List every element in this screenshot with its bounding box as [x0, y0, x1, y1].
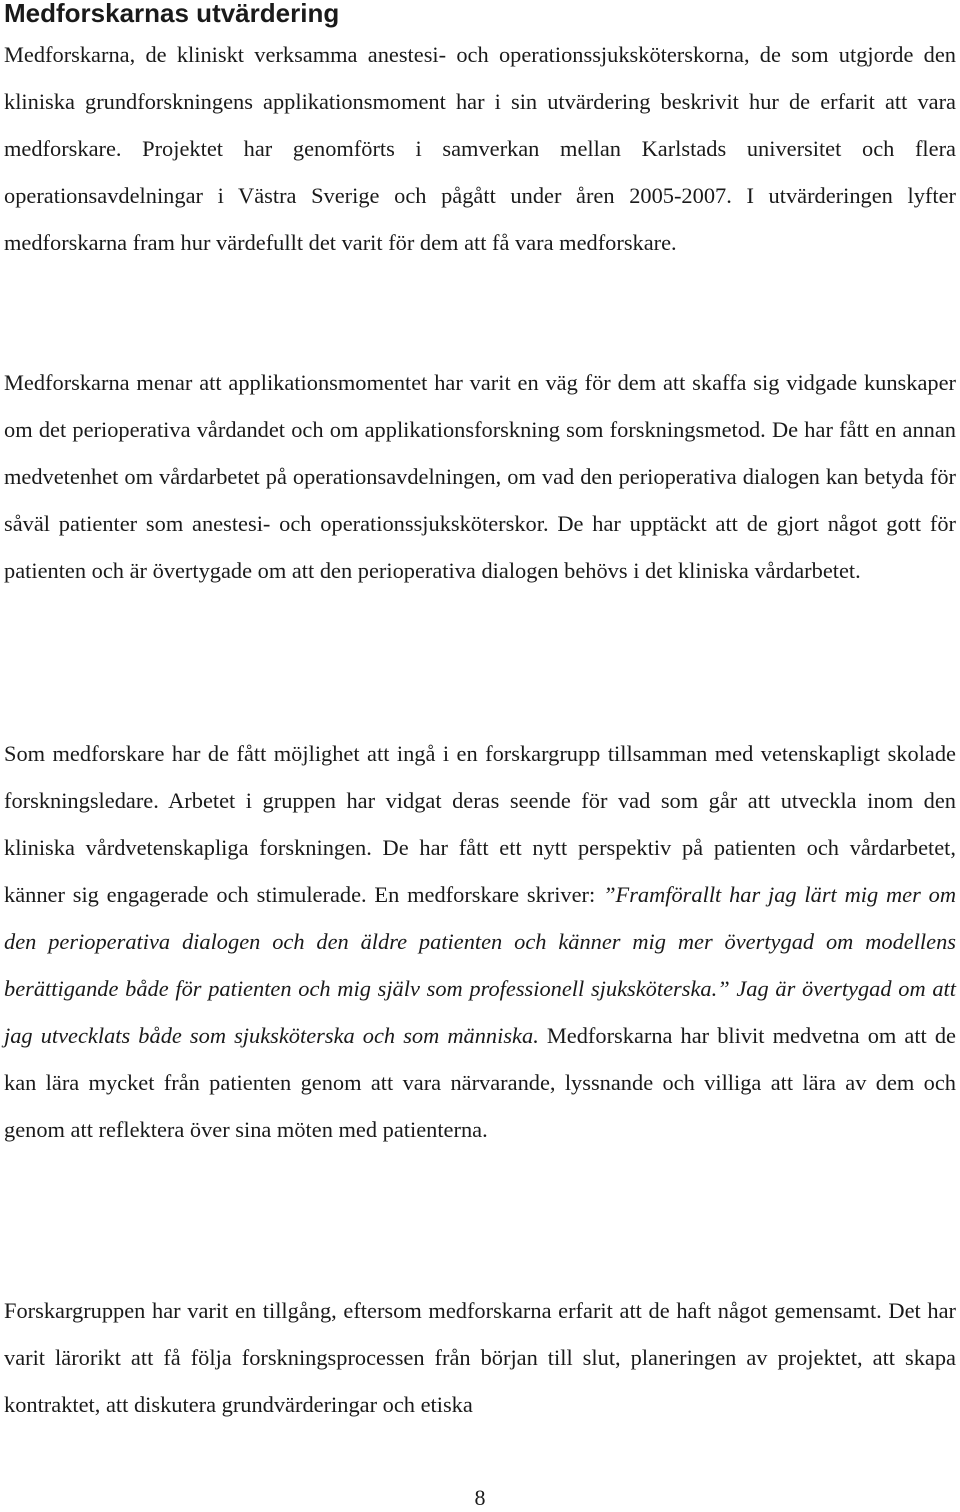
paragraph-4: Forskargruppen har varit en tillgång, eftersom medforskarna erfarit att de haft något gemensamt. Det har varit lärorikt att få följa forskningsprocessen från början till slut, planeringen av projektet, att skapa kontraktet, att diskutera grundvärderingar och etiska	[4, 1298, 956, 1417]
paragraph-1: Medforskarna, de kliniskt verksamma anestesi- och operationssjuksköterskorna, de som utgjorde den kliniska grundforskningens applikationsmoment har i sin utvärdering beskrivit hur de erfarit att vara medforskare. Projektet har genomförts i samverkan mellan Karlstads universitet och flera operationsavdelningar i Västra Sverige och pågått under åren 2005-2007. I utvärderingen lyfter medforskarna fram hur värdefullt det varit för dem att få vara medforskare.	[4, 42, 956, 255]
section-title: Medforskarnas utvärdering	[4, 0, 340, 28]
paragraph-3-conclusion: Medforskarna har blivit medvetna om att de kan lära mycket från patienten genom att vara närvarande, lyssnande och villiga att lära av dem och genom att reflektera över sina möten med patienterna.	[4, 1023, 956, 1142]
page-number: 8	[474, 1485, 486, 1510]
paragraph-3	[4, 730, 956, 1153]
paragraph-2: Medforskarna menar att applikationsmomentet har varit en väg för dem att skaffa sig vidgade kunskaper om det perioperativa vårdandet och om applikationsforskning som forskningsmetod. De har fått en annan medvetenhet om vårdarbetet på operationsavdelningen, om vad den perioperativa dialogen kan betyda för såväl patienter som anestesi- och operationssjuksköterskor. De har upptäckt att de gjort något gott för patienten och är övertygade om att den perioperativa dialogen behövs i det kliniska vårdarbetet.	[4, 370, 956, 583]
paragraph-3-intro: Som medforskare har de fått möjlighet att ingå i en forskargrupp tillsamman med vetenskapligt skolade forskningsledare. Arbetet i gruppen har vidgat deras seende för vad som går att utveckla inom den kliniska vårdvetenskapliga forskningen. De har fått ett nytt perspektiv på patienten och vårdarbetet, känner sig engagerade och stimulerade. En medforskare skriver:	[4, 741, 956, 907]
co-researcher-quote: ”Framförallt har jag lärt mig mer om den perioperativa dialogen och den äldre patienten och känner mig mer övertygad om modellens berättigande både för patienten och mig själv som professionell sjuksköterska.” Jag är övertygad om att jag utvecklats både som sjuksköterska och som människa.	[4, 882, 956, 1048]
